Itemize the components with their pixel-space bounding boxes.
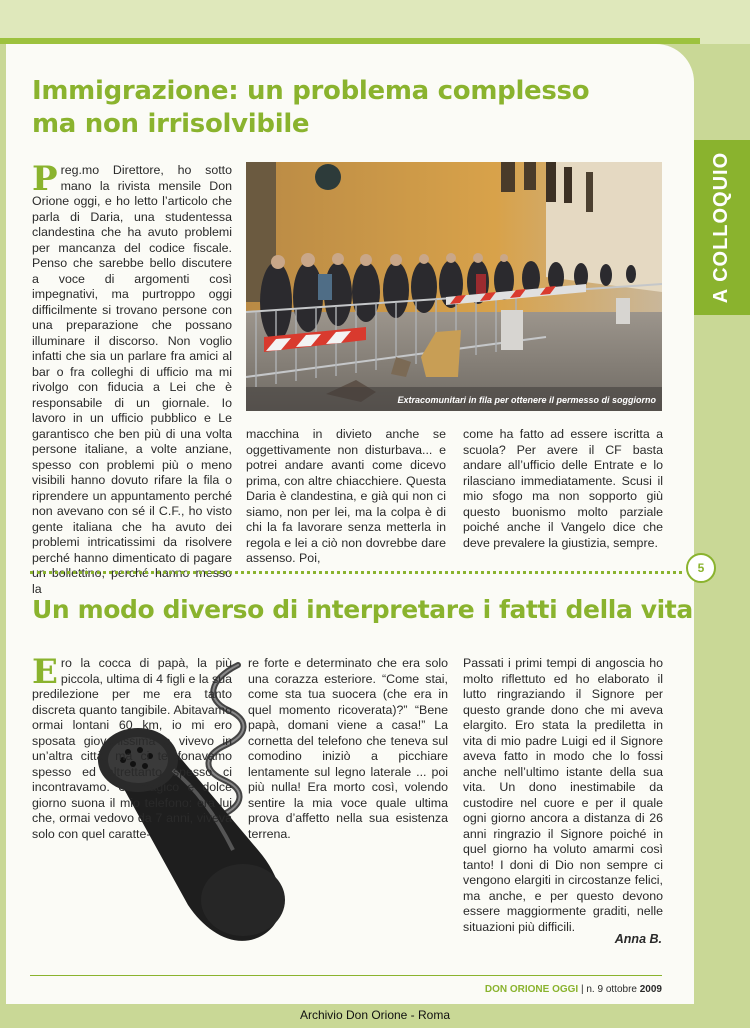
article1-title — [32, 75, 592, 141]
article1-dropcap: P — [32, 159, 58, 199]
article2-col2-text: re forte e determinato che era solo una corazza esteriore. “Come stai, come sta tua suocera (che era in quel momento ricoverata)?” “Bene papà, domani viene a casa!” La cornetta del telefono che teneva sul comodino iniziò a picchiare lentamente sul legno laterale ... poi più nulla! Era morto così, volendo sentire la mia voce quale ultima prova d’affetto nella sua esistenza terrena. — [248, 656, 448, 841]
article1-column-3 — [463, 427, 663, 551]
footer-rule — [30, 975, 662, 976]
article1-col2-text: macchina in divieto anche se oggettivamente non disturbava... e potrei andare avanti come dicevo prima, con altre chiacchiere. Questa Daria è clandestina, e già qui non ci siamo, non per lei, ma la colpa è di chi la fa lavorare senza metterla in regola e lei a ciò non dovrebbe dare assenso. Poi, — [246, 427, 446, 565]
queue-photo-illustration — [246, 162, 662, 411]
queue-photo — [246, 162, 662, 411]
article1-title-line2: ma non irrisolvibile — [32, 109, 310, 139]
footer-year: 2009 — [639, 984, 662, 995]
article2-column-1 — [32, 652, 232, 842]
article1-col3-text: come ha fatto ad essere iscritta a scuola? Per avere il CF basta andare all’ufficio delle Entrate e lo rilasciano immediatamente. Scusi il mio sfogo ma non sopporto giù questo buonismo molto parziale poiché anche il Vangelo dice che deve prevalere la giustizia, sempre. — [463, 427, 663, 550]
article2-column-2 — [248, 656, 448, 842]
article2-column-3 — [463, 656, 663, 935]
article1-column-1 — [32, 159, 232, 597]
article1-column-2 — [246, 427, 446, 567]
footer-magazine: DON ORIONE OGGI — [484, 984, 579, 995]
photo-caption: Extracomunitari in fila per ottenere il permesso di soggiorno — [397, 395, 656, 405]
signature: Anna B. — [614, 932, 662, 946]
section-tab-label: A COLLOQUIO — [710, 151, 733, 304]
article2-col3-text: Passati i primi tempi di angoscia ho molto riflettuto ed ho elaborato il lutto ringraziando il Signore per questo grande dono che mi aveva elargito. Ero stata la prediletta in vita di mio padre Luigi ed il Signore aveva fatto in modo che lo fossi anche nell’ultimo istante della sua vita. Un dono inestimabile da custodire nel cuore e per il quale ogni giorno ancora a distanza di 26 anni ringrazio il Signore poiché in quel giorno ha voluto amarmi così tanto! I doni di Dio non sempre ci vengono elargiti in circostanze felici, ma anche, e per questo devono essere maggiormente graditi, nelle situazioni più difficili. — [463, 656, 663, 934]
article1-title-line1: Immigrazione: un problema complesso — [32, 76, 590, 106]
article1-col1-text: reg.mo Direttore, ho sotto mano la rivista mensile Don Orione oggi, e ho letto l’articolo che parla di Daria, una studentessa clandestina che ha avuto problemi per mancanza del codice fiscale. Penso che sarebbe bello discutere a voce di argomenti così impegnativi, ma purtroppo oggi difficilmente si trovano persone con una preparazione che possano illuminare il discorso. Non voglio infatti che sia un parlare fra amici al bar o fra colleghi di ufficio ma mi rivolgo con fiducia a Lei che è responsabile di un giornale. Io lavoro in un ufficio pubblico e Le garantisco che ben più di una volta persone italiane, a volte anziane, spesso con problemi più o meno visibili hanno dovuto rifare la fila o riprendere un appuntamento perché non avevano con sé il C.F., ho visto gente italiana che ha avuto dei problemi intricatissimi da risolvere perché hanno dimenticato di pagare un bollettino, perché hanno messo la — [32, 163, 232, 596]
article2-title: Un modo diverso di interpretare i fatti della vita — [32, 595, 693, 624]
section-tab-label-wrap — [694, 140, 750, 315]
page-number: 5 — [686, 553, 716, 583]
article2-dropcap: E — [32, 652, 58, 692]
footer-separator: | — [580, 984, 584, 995]
archive-stamp: Archivio Don Orione - Roma — [299, 1008, 451, 1022]
footer-issue: n. 9 ottobre — [586, 984, 637, 995]
top-green-border — [0, 38, 700, 44]
article2-col1-text: ro la cocca di papà, la più piccola, ultima di 4 figli e la sua predilezione per me era tanto discreta quanto tangibile. Abitavamo ormai lontani 60 km, io mi ero sposata giovanissima e vivevo in un’altra città, ma ci telefonavamo spesso ed altrettanto spesso ci incontravamo. Un tragico e dolce giorno suona il mio telefono: era lui che, ormai vedovo da 7 anni, viveva solo con quel caratte- — [32, 656, 232, 841]
section-divider — [30, 571, 682, 574]
page-footer — [470, 984, 662, 995]
